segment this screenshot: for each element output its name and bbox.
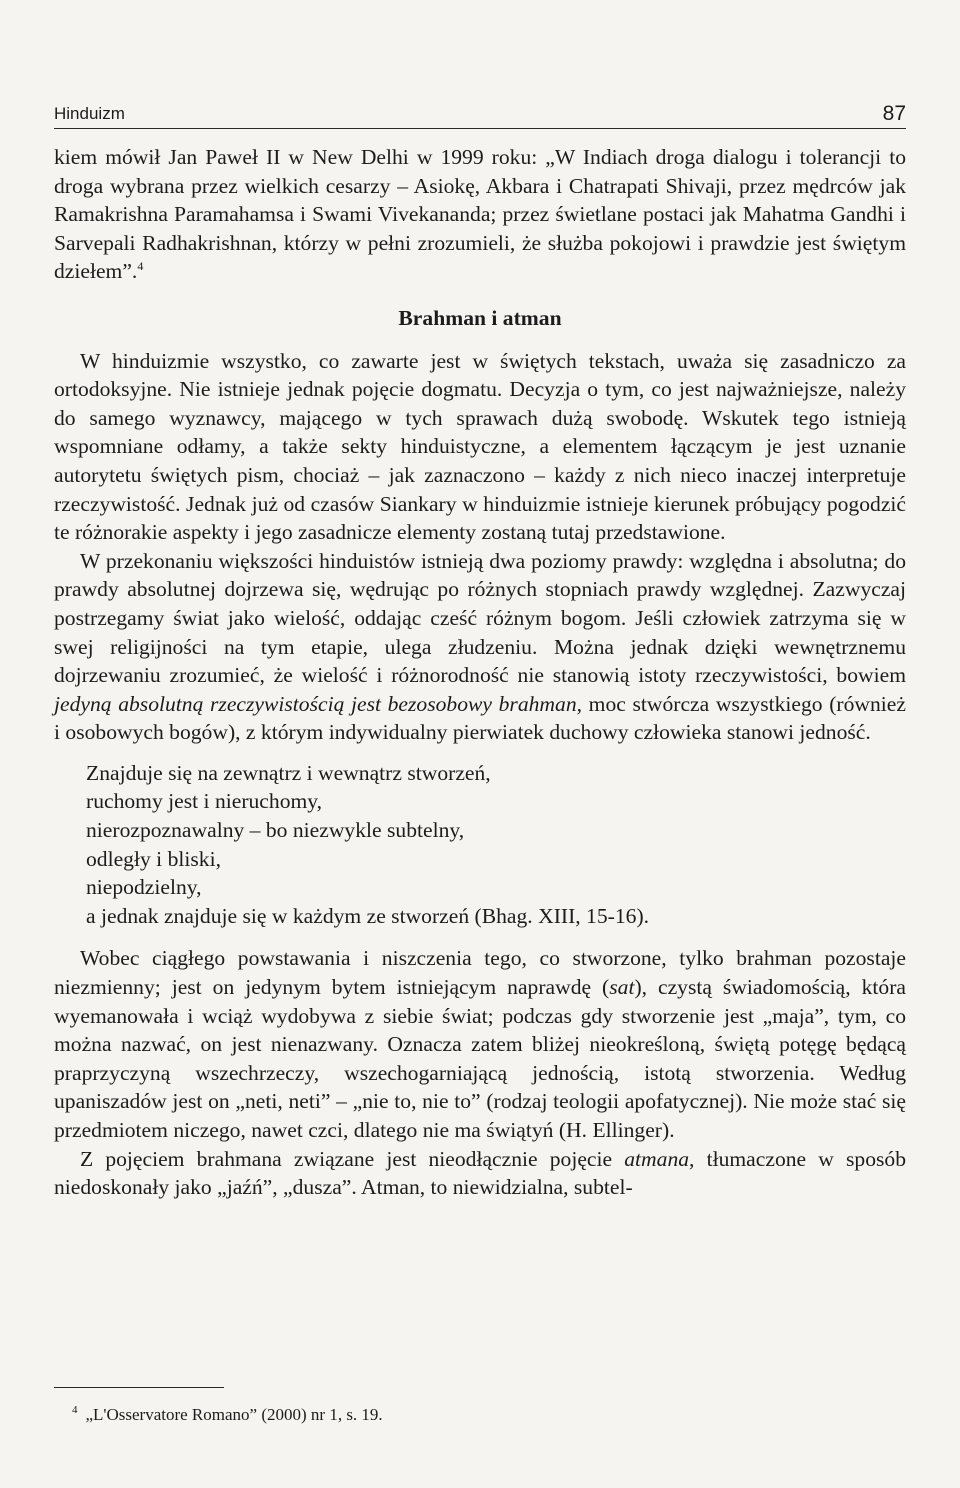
footnote-number: 4 <box>72 1404 78 1417</box>
verse-line: nierozpoznawalny – bo niezwykle subtelny, <box>86 818 465 843</box>
running-title: Hinduizm <box>54 104 125 123</box>
paragraph <box>54 944 906 1144</box>
verse-line: a jednak znajduje się w każdym ze stworzeń (Bhag. XIII, 15-16). <box>86 903 650 928</box>
paragraph-text: ), czystą świadomością, która wyemanowała i wciąż wydobywa z siebie świat; podczas gdy stworzenie jest „maja”, tym, co można nazwać, on jest nienazwany. Oznacza zatem bliżej nieokreśloną, świętą potęgę będącą praprzyczyną wszechrzeczy, wszechogarniającą jednością, istotą stworzenia. Według upaniszadów jest on „neti, neti” – „nie to, nie to” (rodzaj teologii apofatycznej). Nie może stać się przedmiotem niczego, nawet czci, dlatego nie ma świątyń (H. Ellinger). <box>54 975 906 1142</box>
paragraph-text: tłumaczone w sposób niedoskonały jako „jaźń”, „dusza”. Atman, to niewidzialna, subtel- <box>54 1146 906 1200</box>
paragraph-text: moc stwórcza wszystkiego (również i osobowych bogów), z którym indywidualny pierwiatek duchowy człowieka stanowi jedność. <box>54 691 906 745</box>
emphasized-text: sat <box>609 975 635 1000</box>
paragraph-text: kiem mówił Jan Paweł II w New Delhi w 1999 roku: „W Indiach droga dialogu i tolerancji to droga wybrana przez wielkich cesarzy – Asiokę, Akbara i Chatrapati Shivaji, przez mędrców jak Ramakrishna Paramahamsa i Swami Vivekananda; przez świetlane postaci jak Mahatma Gandhi i Sarvepali Radhakrishnan, którzy w pełni zrozumieli, że służba pokojowi i prawdzie jest świętym dziełem”. <box>54 145 906 284</box>
page-number: 87 <box>882 102 906 125</box>
paragraph-continued <box>54 143 906 286</box>
paragraph-text: Z pojęciem brahmana związane jest nieodłącznie pojęcie <box>80 1146 613 1171</box>
body-text <box>54 143 906 1202</box>
emphasized-text: jedyną absolutną rzeczywistością jest bezosobowy brahman, <box>54 691 583 716</box>
verse-quotation <box>86 759 906 931</box>
paragraph <box>54 1145 906 1202</box>
paragraph-text: Wobec ciągłego powstawania i niszczenia tego, co stworzone, tylko brahman pozostaje niezmienny; jest on jedynym bytem istniejącym naprawdę ( <box>54 946 906 1000</box>
section-heading: Brahman i atman <box>398 305 562 330</box>
paragraph: W hinduizmie wszystko, co zawarte jest w świętych tekstach, uważa się zasadniczo za ortodoksyjne. Nie istnieje jednak pojęcie dogmatu. Decyzja o tym, co jest najważniejsze, należy do samego wyznawcy, mającego w tych sprawach dużą swobodę. Wskutek tego istnieją wspomniane odłamy, a także sekty hinduistyczne, a elementem łączącym je jest uznanie autorytetu świętych pism, chociaż – jak zaznaczono – każdy z nich nieco inaczej interpretuje rzeczywistość. Jednak już od czasów Siankary w hinduizmie istnieje kierunek próbujący pogodzić te różnorakie aspekty i jego zasadnicze elementy zostaną tutaj przedstawione. <box>54 348 906 545</box>
footnote <box>72 1404 383 1426</box>
paragraph-text: W przekonaniu większości hinduistów istnieją dwa poziomy prawdy: względna i absolutna; do prawdy absolutnej dojrzewa się, wędrując po różnych stopniach prawdy względnej. Zazwyczaj postrzegamy świat jako wielość, oddając cześć różnym bogom. Jeśli człowiek zatrzyma się w swej religijności na tym etapie, ulega złudzeniu. Można jednak dzięki wewnętrznemu dojrzewaniu zrozumieć, że wielość i różnorodność nie stanowią istoty rzeczywistości, bowiem <box>54 548 906 688</box>
footnote-divider <box>54 1387 224 1388</box>
footnote-text: „L'Osservatore Romano” (2000) nr 1, s. 19. <box>85 1405 383 1424</box>
verse-line: niepodzielny, <box>86 875 202 900</box>
verse-line: Znajduje się na zewnątrz i wewnątrz stworzeń, <box>86 760 491 785</box>
page-header <box>54 98 906 129</box>
verse-line: odległy i bliski, <box>86 846 221 871</box>
emphasized-text: atmana, <box>624 1146 695 1171</box>
paragraph <box>54 547 906 747</box>
footnote-reference: 4 <box>137 259 144 274</box>
verse-line: ruchomy jest i nieruchomy, <box>86 789 323 814</box>
